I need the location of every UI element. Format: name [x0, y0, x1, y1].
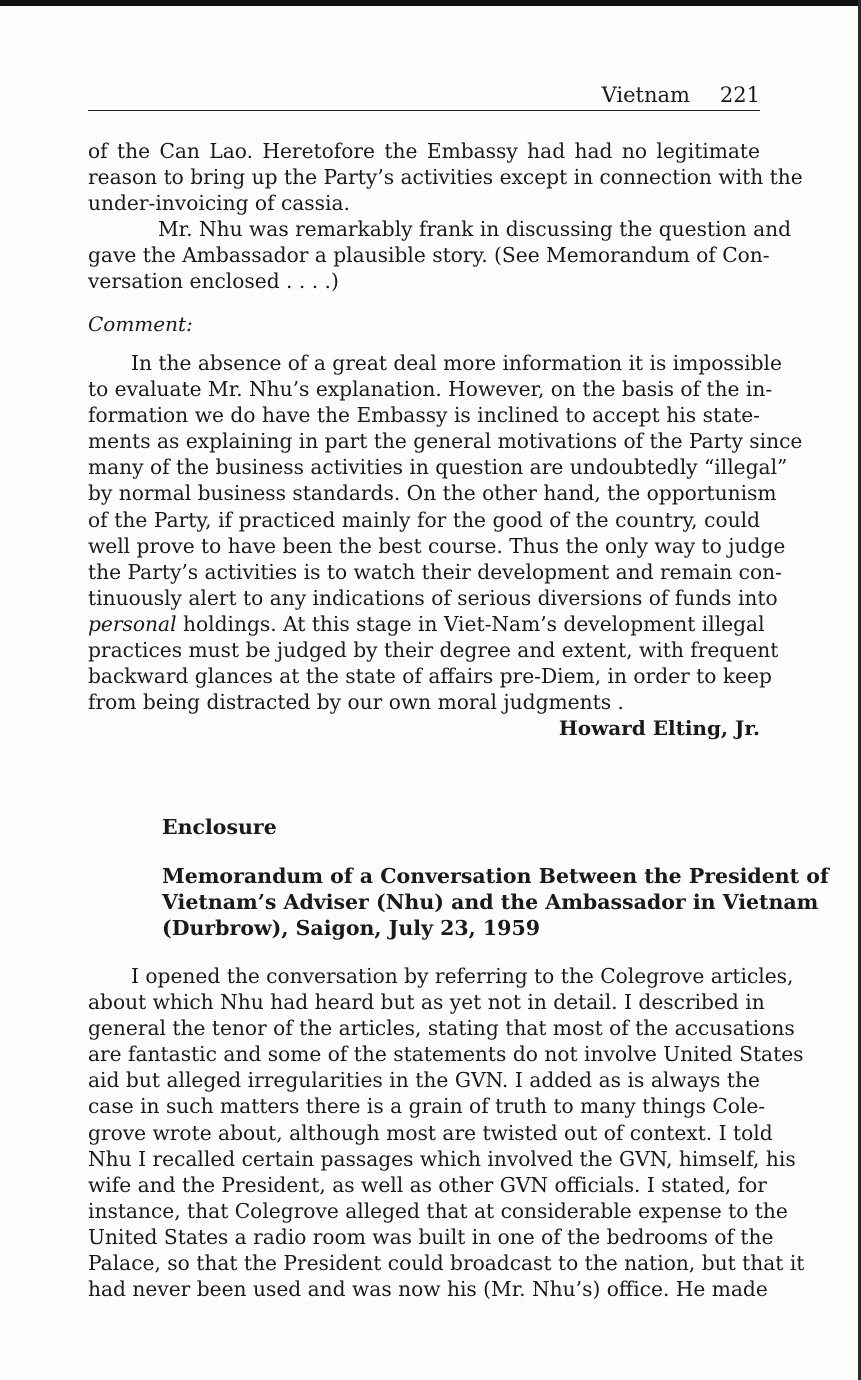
text-line: grove wrote about, although most are twisted out of context. I told [88, 1120, 773, 1145]
scan-top-edge [0, 0, 861, 6]
emphasized-word: personal [88, 611, 177, 636]
text-line: under-invoicing of cassia. [88, 191, 350, 216]
text-line: from being distracted by our own moral judgments . [88, 690, 624, 715]
text-line: reason to bring up the Party’s activities except in connection with the [88, 165, 803, 190]
text-line: aid but alleged irregularities in the GVN. I added as is always the [88, 1068, 760, 1093]
text-line: many of the business activities in question are undoubtedly “illegal” [88, 455, 788, 480]
text-line: Palace, so that the President could broadcast to the nation, but that it [88, 1251, 805, 1276]
text-line: had never been used and was now his (Mr. Nhu’s) office. He made [88, 1277, 768, 1302]
text-line: case in such matters there is a grain of truth to many things Cole- [88, 1094, 766, 1119]
page-number: 221 [719, 83, 760, 107]
text-line: Mr. Nhu was remarkably frank in discussing the question and [158, 217, 792, 241]
text-line: United States a radio room was built in one of the bedrooms of the [88, 1224, 774, 1249]
text-line: backward glances at the state of affairs pre-Diem, in order to keep [88, 664, 772, 689]
text-line [88, 611, 765, 637]
comment-label: Comment: [88, 312, 193, 336]
text-line: formation we do have the Embassy is inclined to accept his state- [88, 403, 760, 428]
text-line: to evaluate Mr. Nhu’s explanation. However, on the basis of the in- [88, 377, 773, 402]
text-line: of the Can Lao. Heretofore the Embassy had had no legitimate [88, 139, 760, 163]
signature: Howard Elting, Jr. [558, 716, 760, 740]
paragraph-nhu-frank [88, 216, 792, 294]
memo-title-line: Vietnam’s Adviser (Nhu) and the Ambassador in Vietnam [162, 890, 819, 915]
text-line: practices must be judged by their degree and extent, with frequent [88, 638, 779, 663]
text-line: are fantastic and some of the statements do not involve United States [88, 1042, 804, 1067]
memo-title [162, 863, 829, 942]
text-line: of the Party, if practiced mainly for the good of the country, could [88, 507, 760, 532]
text-line: gave the Ambassador a plausible story. (See Memorandum of Con- [88, 243, 770, 268]
text-fragment: holdings. At this stage in Viet-Nam’s development illegal [182, 611, 765, 636]
text-line: instance, that Colegrove alleged that at considerable expense to the [88, 1198, 788, 1223]
text-line: I opened the conversation by referring to the Colegrove articles, [131, 964, 794, 988]
enclosure-heading: Enclosure [162, 815, 277, 839]
text-line: In the absence of a great deal more information it is impossible [131, 351, 782, 375]
memo-title-line: (Durbrow), Saigon, July 23, 1959 [162, 916, 540, 941]
text-line: ments as explaining in part the general motivations of the Party since [88, 429, 803, 454]
text-line: Nhu I recalled certain passages which involved the GVN, himself, his [88, 1146, 796, 1171]
text-line: general the tenor of the articles, stating that most of the accusations [88, 1016, 795, 1041]
text-line: well prove to have been the best course. Thus the only way to judge [88, 533, 786, 558]
text-line: about which Nhu had heard but as yet not in detail. I described in [88, 990, 765, 1015]
running-title: Vietnam [601, 83, 690, 107]
text-line: versation enclosed . . . .) [88, 269, 339, 294]
memo-title-line: Memorandum of a Conversation Between the President of [162, 864, 829, 888]
paragraph-comment [88, 350, 803, 715]
text-line: tinuously alert to any indications of serious diversions of funds into [88, 585, 778, 610]
running-header [88, 80, 760, 111]
text-line: the Party’s activities is to watch their development and remain con- [88, 559, 782, 584]
paragraph-memo-body [88, 963, 805, 1302]
paragraph-continuation [88, 138, 803, 216]
text-line: by normal business standards. On the other hand, the opportunism [88, 481, 777, 506]
text-line: wife and the President, as well as other GVN officials. I stated, for [88, 1172, 767, 1197]
